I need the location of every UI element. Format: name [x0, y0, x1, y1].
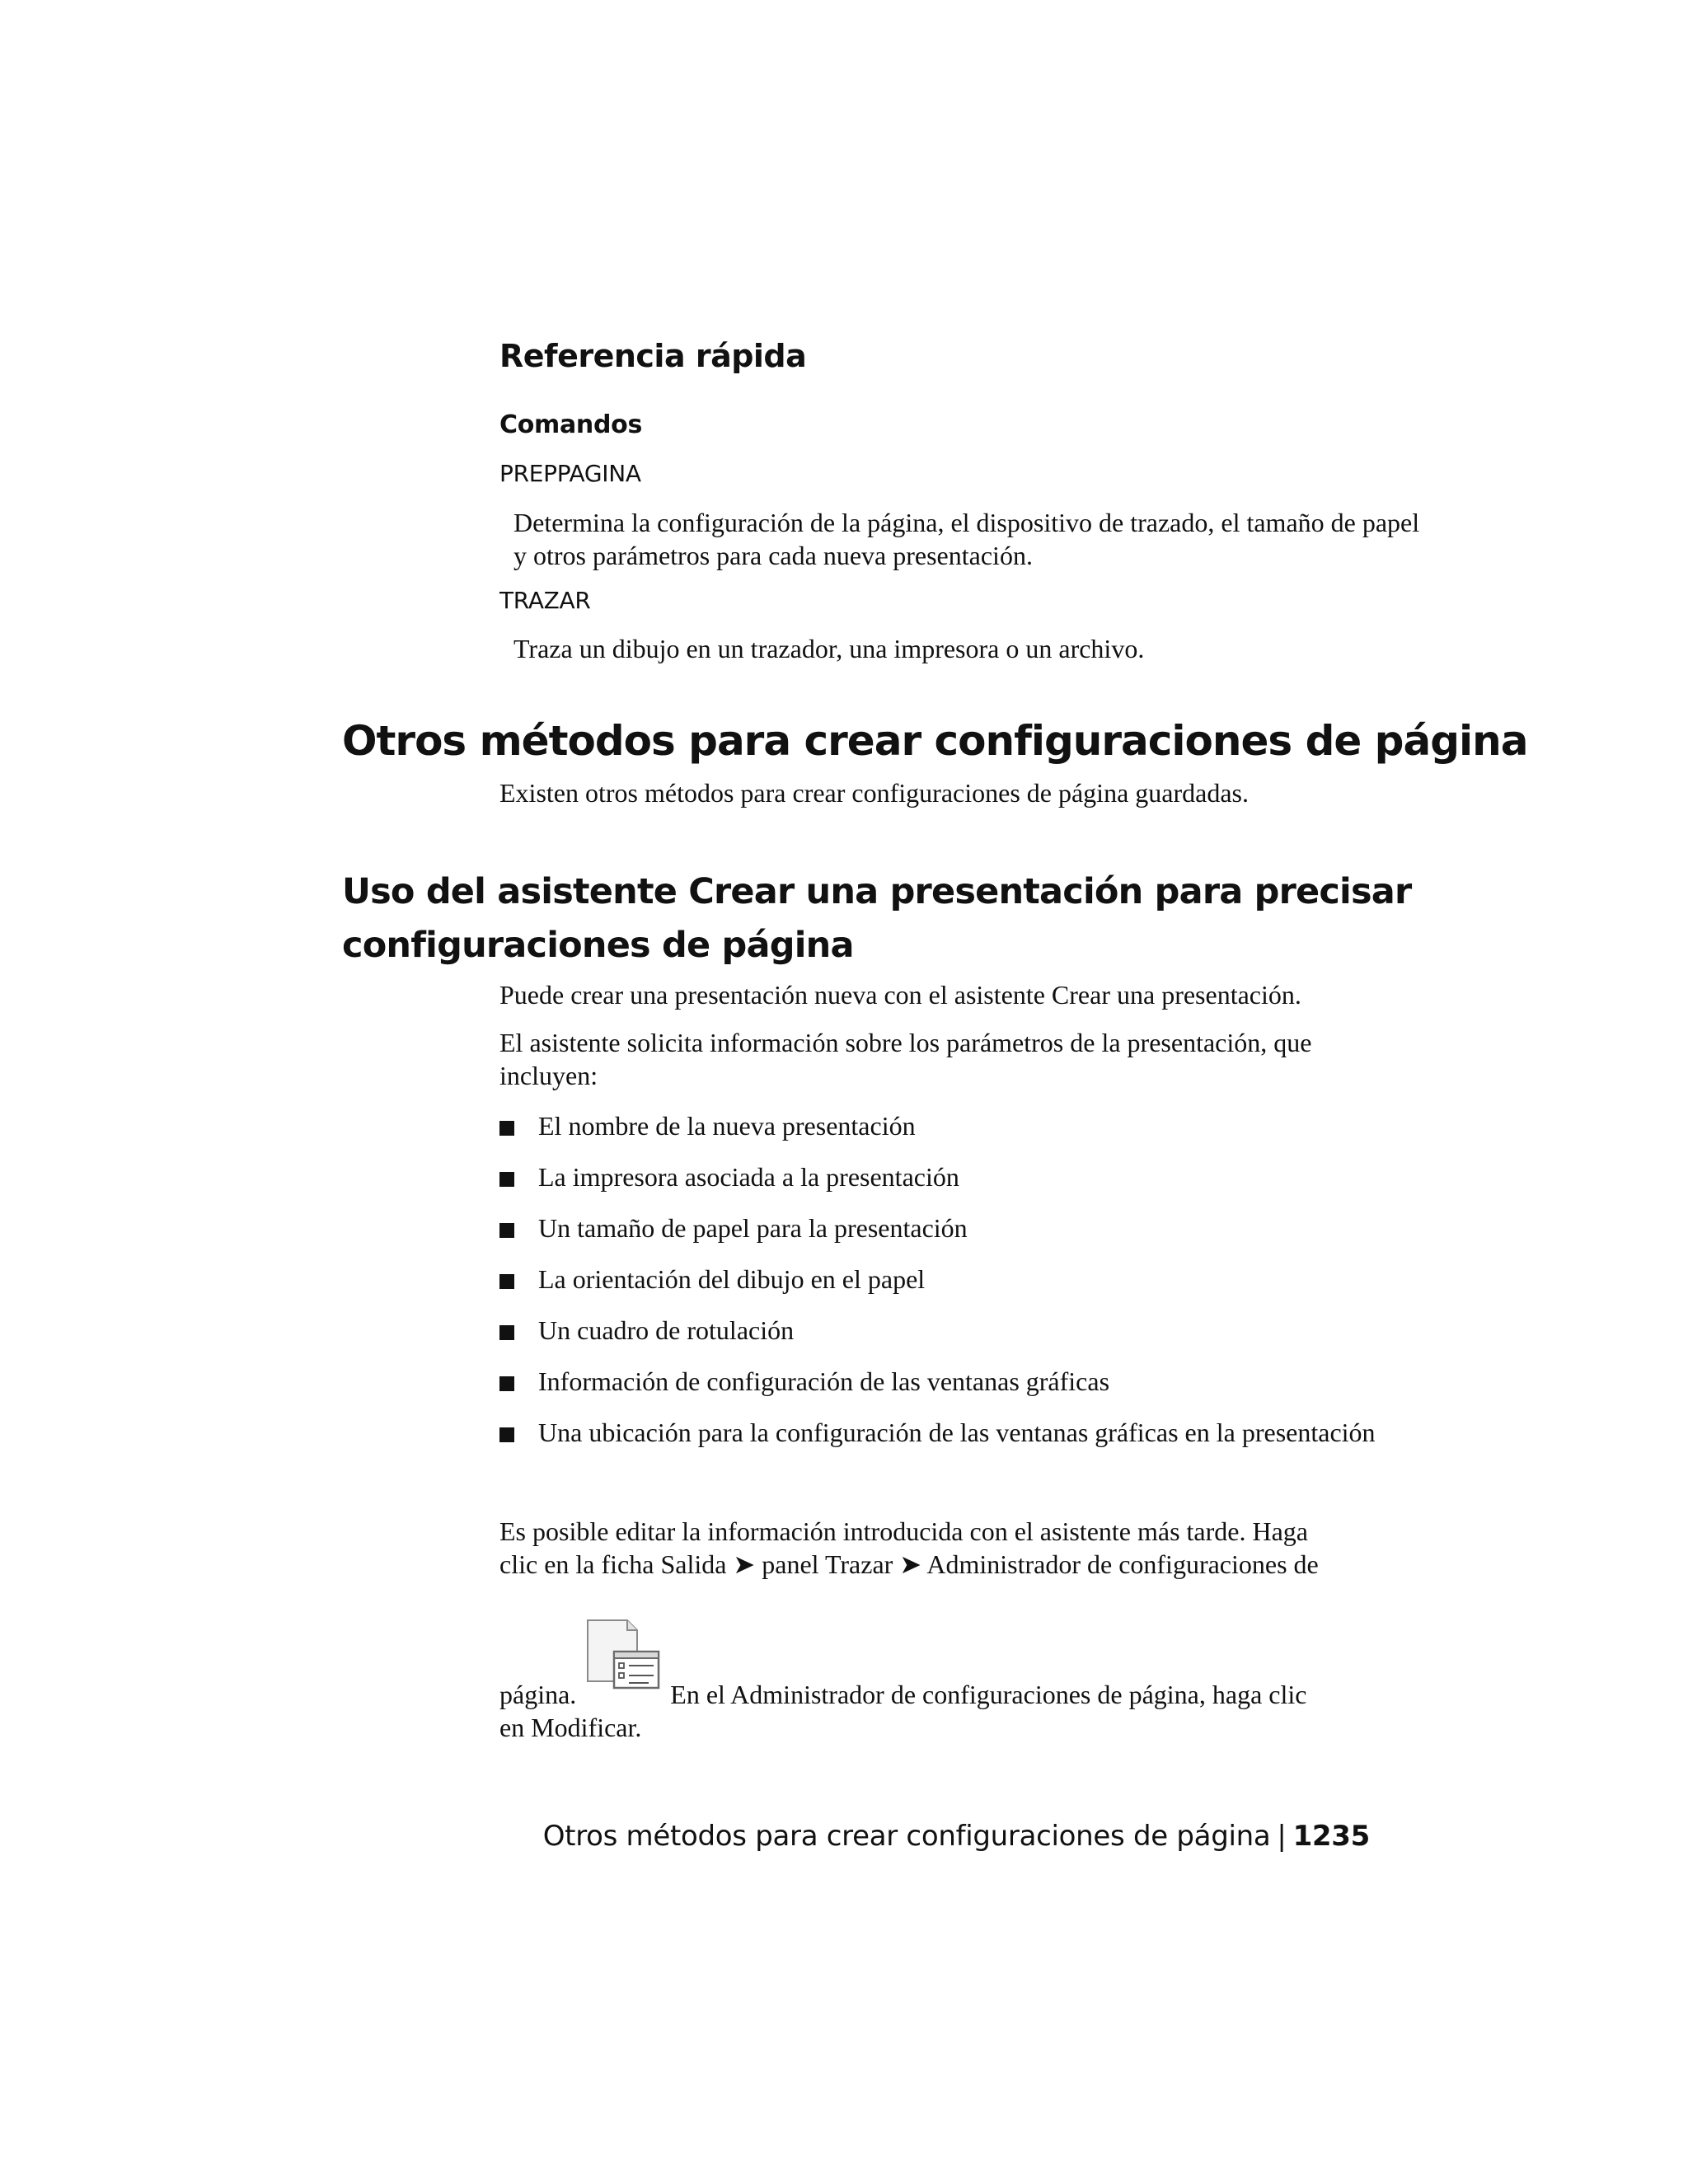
list-item-text: Una ubicación para la configuración de las ventanas gráficas en la presentación — [538, 1418, 1376, 1447]
bullet-square-icon — [499, 1376, 514, 1391]
list-item-text: Un cuadro de rotulación — [538, 1315, 795, 1345]
list-item-text: La impresora asociada a la presentación — [538, 1162, 959, 1192]
list-item — [499, 1416, 1376, 1449]
footer-running-title: Otros métodos para crear configuraciones de página — [542, 1820, 1271, 1853]
paragraph-fragment: página. — [499, 1680, 577, 1709]
bullet-square-icon — [499, 1121, 514, 1136]
bullet-square-icon — [499, 1325, 514, 1340]
wizard-parameters-list — [499, 1109, 1376, 1467]
page-footer — [543, 1820, 1370, 1853]
command-description-preppagina: Determina la configuración de la página, el dispositivo de trazado, el tamaño de papel y otros parámetros para cada nueva presentación. — [513, 508, 1420, 570]
quick-reference-heading: Referencia rápida — [499, 338, 807, 374]
section-title-uso-del-asistente: Uso del asistente Crear una presentación para precisar configuraciones de página — [342, 871, 1412, 966]
command-name-trazar: TRAZAR — [499, 587, 591, 614]
list-item — [499, 1109, 1376, 1142]
list-item — [499, 1263, 1376, 1296]
section-title-otros-metodos: Otros métodos para crear configuraciones de página — [342, 717, 1528, 765]
paragraph-crear-presentacion: Puede crear una presentación nueva con el asistente Crear una presentación. — [499, 980, 1301, 1010]
page-setup-manager-icon — [583, 1617, 662, 1696]
footer-separator: | — [1277, 1820, 1287, 1853]
bullet-square-icon — [499, 1274, 514, 1289]
paragraph-editar-informacion — [499, 1515, 1376, 1744]
list-item — [499, 1365, 1376, 1398]
paragraph-line — [499, 1632, 1376, 1711]
command-name-preppagina: PREPPAGINA — [499, 460, 641, 487]
list-item — [499, 1160, 1376, 1193]
command-description-trazar: Traza un dibujo en un trazador, una impresora o un archivo. — [513, 634, 1145, 663]
bullet-square-icon — [499, 1223, 514, 1238]
page-number: 1235 — [1292, 1820, 1370, 1853]
list-item — [499, 1314, 1376, 1347]
paragraph-line: en Modificar. — [499, 1713, 642, 1742]
list-item-text: Un tamaño de papel para la presentación — [538, 1213, 968, 1243]
list-item-text: El nombre de la nueva presentación — [538, 1111, 916, 1141]
paragraph-fragment: En el Administrador de configuraciones de página, haga clic — [670, 1680, 1307, 1709]
paragraph-line: clic en la ficha Salida ➤ panel Trazar ➤ Administrador de configuraciones de — [499, 1549, 1319, 1579]
commands-heading: Comandos — [499, 410, 643, 439]
paragraph-asistente-solicita: El asistente solicita información sobre los parámetros de la presentación, que incluyen: — [499, 1028, 1312, 1090]
list-item — [499, 1212, 1376, 1244]
list-item-text: La orientación del dibujo en el papel — [538, 1264, 926, 1294]
list-item-text: Información de configuración de las ventanas gráficas — [538, 1366, 1110, 1396]
paragraph-line: Es posible editar la información introducida con el asistente más tarde. Haga — [499, 1516, 1308, 1546]
bullet-square-icon — [499, 1427, 514, 1442]
section-lead-otros-metodos: Existen otros métodos para crear configuraciones de página guardadas. — [499, 778, 1249, 808]
bullet-square-icon — [499, 1172, 514, 1187]
